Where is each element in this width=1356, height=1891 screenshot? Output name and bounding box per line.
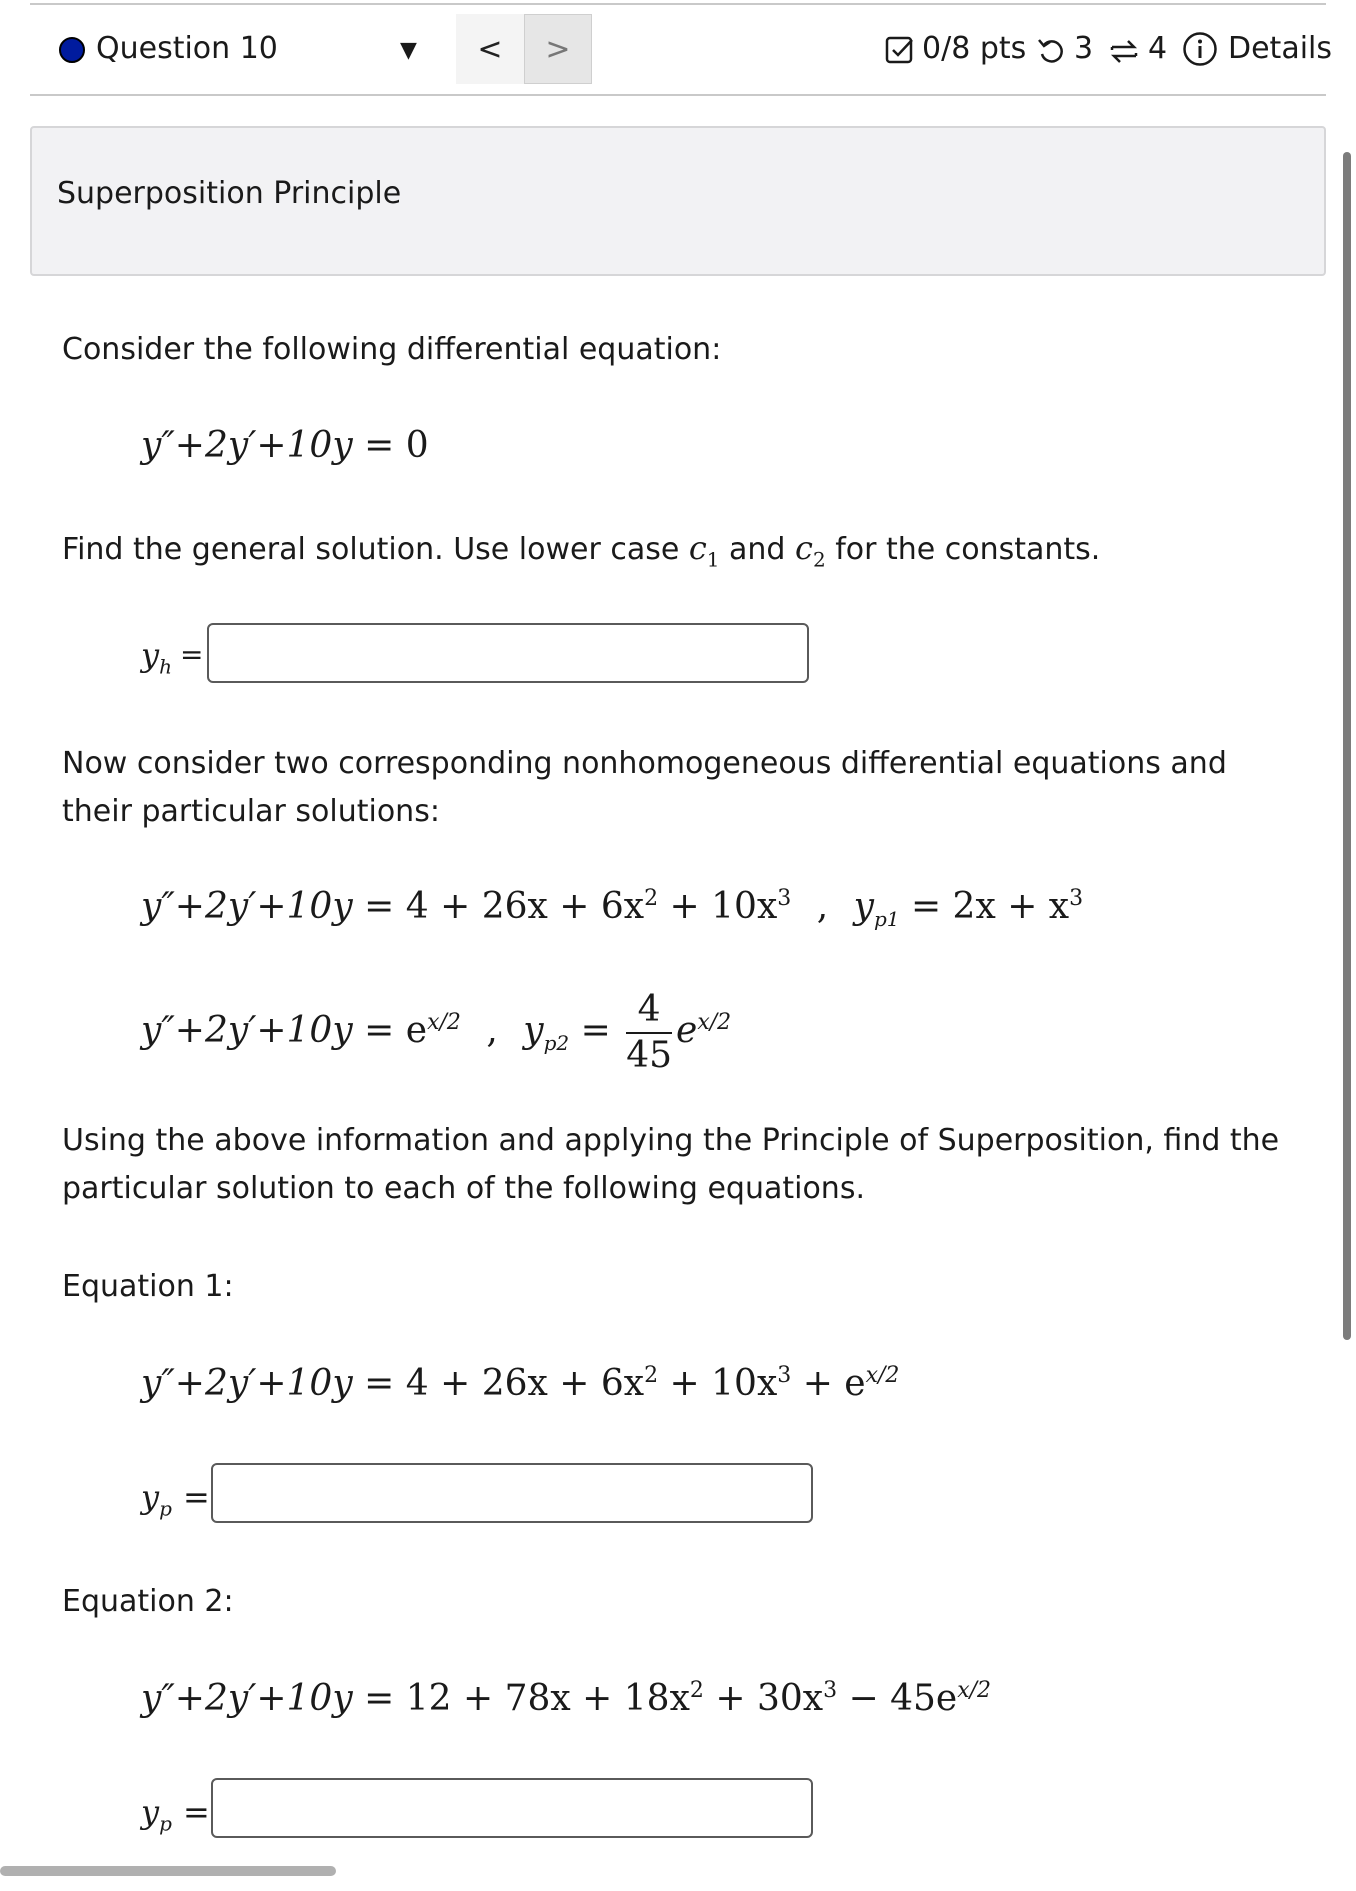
attempts-count: 4 <box>1148 31 1168 66</box>
c1-symbol: c <box>688 529 707 567</box>
retries-count: 3 <box>1074 31 1094 66</box>
equation1-lhs: y″+2y′+10y <box>141 1363 353 1404</box>
c1-subscript: 1 <box>706 547 720 572</box>
question-title: Superposition Principle <box>57 176 402 211</box>
c2-subscript: 2 <box>812 547 826 572</box>
instructions-text <box>62 524 1282 583</box>
yp1-base: y <box>853 886 874 927</box>
homog-lhs: y″+2y′+10y <box>141 425 353 466</box>
equation-2-label: Equation 2: <box>62 1584 234 1619</box>
yp2-fraction-denominator: 45 <box>626 1035 673 1076</box>
equation2-expe: x/2 <box>957 1678 992 1703</box>
info-icon[interactable] <box>1182 31 1218 67</box>
question-label: Question 10 <box>96 31 278 66</box>
yp-eq1-label <box>141 1478 172 1520</box>
previous-question-button[interactable] <box>456 14 524 84</box>
homog-rhs: = 0 <box>364 425 429 466</box>
eq1-lhs: y″+2y′+10y <box>141 886 353 927</box>
eq2-lhs: y″+2y′+10y <box>141 1010 353 1051</box>
equation-2-answer-input[interactable] <box>211 1778 813 1838</box>
instructions-part-1: Find the general solution. Use lower case <box>62 532 689 567</box>
c2-symbol: c <box>795 529 813 567</box>
instructions-part-3: for the constants. <box>825 532 1101 567</box>
yp-eq2-subscript: p <box>159 1811 172 1836</box>
equation2-rhs-a: = 12 + 78x + 18x <box>364 1678 690 1719</box>
yp-eq2-label <box>141 1793 172 1835</box>
intro-text: Consider the following differential equation: <box>62 332 722 367</box>
instructions-part-2: and <box>719 532 796 567</box>
superposition-instructions: Using the above information and applying the Principle of Superposition, find the particular solution to each of the following equations. <box>62 1123 1280 1206</box>
attempts-swap-icon <box>1108 36 1140 66</box>
next-question-button[interactable] <box>524 14 592 84</box>
equation-1-answer-input[interactable] <box>211 1463 813 1523</box>
yp-eq2-base: y <box>141 1793 160 1831</box>
equation-1-label: Equation 1: <box>62 1269 234 1304</box>
equation1-exp3: 3 <box>777 1363 792 1388</box>
target-equation-1 <box>141 1363 899 1404</box>
yp2-equals: = <box>580 1010 611 1051</box>
equation2-rhs-b: + 30x <box>703 1678 824 1719</box>
yh-base: y <box>141 636 160 674</box>
vertical-scrollbar[interactable] <box>1343 152 1351 1340</box>
question-status-dot <box>59 37 85 63</box>
yp2-subscript: p2 <box>543 1031 570 1056</box>
equation2-lhs: y″+2y′+10y <box>141 1678 353 1719</box>
equation1-expe: x/2 <box>865 1363 900 1388</box>
eq2-comma: , <box>486 1010 498 1051</box>
yp2-fraction-numerator: 4 <box>626 988 672 1034</box>
yp1-exp: 3 <box>1069 886 1084 911</box>
header-divider <box>30 94 1326 96</box>
equation1-exp2: 2 <box>644 1363 659 1388</box>
points-value: 0/8 pts <box>922 31 1027 66</box>
yp2-base: y <box>523 1010 544 1051</box>
eq1-rhs-a: = 4 + 26x + 6x <box>364 886 645 927</box>
eq1-exp3: 3 <box>777 886 792 911</box>
eq2-exp: x/2 <box>427 1010 461 1035</box>
yp-eq1-equals: = <box>183 1478 210 1516</box>
target-equation-2 <box>141 1678 991 1719</box>
horizontal-scrollbar[interactable] <box>0 1866 336 1876</box>
equation1-rhs-b: + 10x <box>658 1363 778 1404</box>
eq1-rhs-b: + 10x <box>658 886 778 927</box>
nonhomogeneous-equation-2 <box>141 988 731 1078</box>
yh-subscript: h <box>159 654 172 679</box>
equation2-exp2: 2 <box>689 1678 704 1703</box>
checkbox-icon <box>885 35 915 65</box>
details-link[interactable]: Details <box>1228 31 1333 66</box>
yp2-exp: x/2 <box>697 1010 732 1035</box>
yp2-fraction <box>626 988 672 1078</box>
homogeneous-equation <box>141 425 429 466</box>
question-title-banner <box>30 126 1326 276</box>
yh-equals: = <box>180 638 204 671</box>
yp-eq1-subscript: p <box>159 1496 172 1521</box>
yp1-subscript: p1 <box>873 907 900 932</box>
equation1-rhs-c: + e <box>791 1363 866 1404</box>
chevron-right-icon: > <box>545 31 571 67</box>
retry-icon[interactable] <box>1036 36 1066 66</box>
nonhomogeneous-equation-1 <box>141 886 1083 931</box>
equation2-rhs-c: − 45e <box>837 1678 958 1719</box>
equation1-rhs-a: = 4 + 26x + 6x <box>364 1363 645 1404</box>
yp-eq2-equals: = <box>183 1793 210 1831</box>
chevron-left-icon: < <box>477 31 503 67</box>
yh-answer-input[interactable] <box>207 623 809 683</box>
yh-label <box>141 636 172 678</box>
top-divider <box>30 3 1326 5</box>
yp2-e: e <box>676 1010 698 1051</box>
question-dropdown-caret-icon[interactable]: ▼ <box>400 38 417 63</box>
eq2-rhs: = e <box>364 1010 428 1051</box>
yp1-rhs: = 2x + x <box>910 886 1070 927</box>
eq1-comma: , <box>816 886 829 927</box>
equation2-exp3: 3 <box>823 1678 838 1703</box>
nonhomogeneous-intro: Now consider two corresponding nonhomogeneous differential equations and their particular solutions: <box>62 746 1227 829</box>
yp-eq1-base: y <box>141 1478 160 1516</box>
eq1-exp2: 2 <box>644 886 659 911</box>
